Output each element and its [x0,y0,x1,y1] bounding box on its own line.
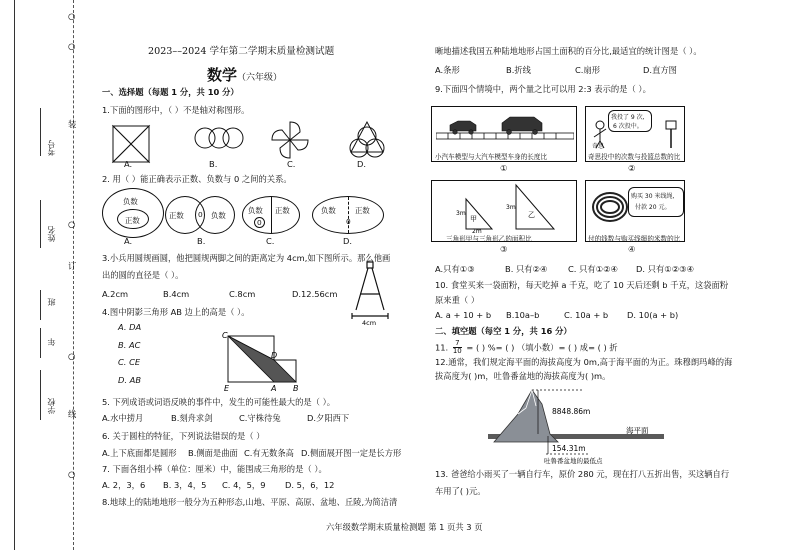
q10-option-c: C. 10a + b [564,310,609,320]
q6-option-d: D.侧面展开图一定是长方形 [301,448,402,458]
q4-geometry-figure [220,330,302,392]
question-12-line1: 12.通常，我们规定海平面的海拔高度为 0m,高于海平面的为正。珠穆朗玛峰的海 [435,357,733,367]
exam-title: 2023––2024 学年第二学期末质量检测试题 [148,46,335,57]
question-5: 5. 下列成语或词语反映的事件中，发生的可能性最大的是（ ）。 [102,397,336,407]
q2-figure-d [312,196,384,234]
subject-grade: （六年级） [237,73,283,83]
q7-option-c: C. 4，5，9 [222,480,266,490]
q10-option-a: A. a + 10 + b [435,310,492,320]
binding-fill-line [40,370,41,420]
q2-figure-b [165,196,237,234]
binding-fill-line [40,290,41,320]
q2-a-label-fushu: 负数 [123,197,138,206]
q2-figure-a [102,188,164,238]
q8-option-d: D.直方图 [643,65,677,75]
binding-char-xian: 线 [68,409,77,419]
q9-bubble-line2: 6 次投中。 [613,123,643,130]
q3-compass-figure [350,260,390,330]
q8-option-c: C.扇形 [575,65,601,75]
q1-figure-d-triangle-circles [350,122,384,157]
binding-fill-line [40,200,41,248]
q4-point-b: B [293,384,299,392]
q5-option-d: D.夕阳西下 [307,413,350,423]
q5-option-a: A.水中捞月 [102,413,144,423]
q1-option-a: A. [124,159,133,169]
q9-scenario-3 [431,180,577,242]
q12-elevation-figure [488,384,664,464]
q9-large-car [502,117,542,134]
question-8-line1: 8.地球上的陆地地形一般分为五种形态,山地、平原、高原、盆地、丘陵,为简洁清 [102,497,398,507]
q2-b-label-zhengshu: 正数 [169,211,184,220]
question-4: 4.图中阴影三角形 AB 边上的高是（ ）。 [102,307,250,317]
q2-b-label-zero: 0 [198,210,203,219]
q4-option-c: C. CE [118,357,141,367]
q3-option-b: B.4cm [163,289,190,299]
question-13-line2: 车用了( )元。 [435,486,486,496]
q2-c-label-zero: 0 [254,217,265,228]
q9-tri-yi: 乙 [528,211,535,219]
q9-small-car [450,121,476,134]
binding-line-inner [73,0,74,550]
q2-c-label-fushu: 负数 [248,206,263,215]
q4-point-c: C [222,331,228,340]
question-2: 2. 用（ ）能正确表示正数、负数与 0 之间的关系。 [102,174,292,184]
q6-option-b: B.侧面是曲面 [188,448,238,458]
q1-figures [105,118,395,170]
q3-option-c: C.8cm [229,289,256,299]
q1-figure-b-circles [195,128,243,148]
q9-caption-2: 奇思投中的次数与投篮总数的比 [588,153,681,161]
q8-option-a: A.条形 [435,65,460,75]
question-11 [435,340,618,356]
q1-option-d: D. [357,159,367,169]
q3-option-d: D.12.56cm [292,289,338,299]
binding-circle: ○ [68,469,76,479]
q9-option-b: B. 只有②④ [505,264,548,274]
q9-number-3: ③ [500,244,508,254]
q8-option-b: B.折线 [506,65,531,75]
binding-circle: ○ [68,351,76,361]
q2-option-b: B. [197,236,206,246]
q4-option-a: A. DA [118,322,142,332]
q6-option-c: C.有无数条高 [244,448,294,458]
q9-tri-jia: 甲 [470,215,477,223]
q9-caption-4: 付的钱数与购买线绳的米数的比 [588,235,681,243]
binding-char-ding: 订 [68,261,77,271]
page-footer: 六年级数学期末质量检测题 第 1 页共 3 页 [326,522,483,532]
q9-option-a: A.只有①③ [435,264,475,274]
q9-tri-height-yi: 3m [506,204,516,211]
q6-option-a: A.上下底面都是圆形 [102,448,177,458]
q9-scenario-1 [431,106,577,162]
question-7: 7. 下面各组小棒（单位：厘米）中，能围成三角形的是（ ）。 [102,464,327,474]
q2-figure-c [242,196,300,234]
q9-caption-1: 小汽车模型与大汽车模型车身的长度比 [435,153,548,161]
q7-option-d: D. 5，6，12 [285,480,335,490]
binding-label-nian: 年 [47,338,56,346]
q4-point-e: E [224,384,230,392]
q2-c-divider [271,197,272,233]
binding-circle: ○ [68,11,76,21]
q2-b-label-fushu: 负数 [211,211,226,220]
q12-turpan-label: 吐鲁番盆地的最低点 [544,457,603,464]
q5-option-b: B.刻舟求剑 [171,413,213,423]
question-8-line2: 晰地描述我国五种陆地地形占国土面积的百分比,最适宜的统计图是（ ）。 [435,46,702,56]
q9-cars-illustration [436,113,574,143]
question-6: 6. 关于圆柱的特征，下列说法错误的是（ ） [102,431,265,441]
q4-point-a: A [271,384,277,392]
question-1: 1.下面的图形中，（ ）不是轴对称图形。 [102,105,250,115]
q7-option-b: B. 3，4，5 [163,480,207,490]
binding-fill-line [40,328,41,358]
subject-heading [207,64,282,85]
q11-text: = ( ) %= ( ) （填小数）= ( ) 成= ( ) 折 [466,342,618,353]
q11-numerator: 7 [453,340,462,348]
q9-bubble-line1: 我投了 9 次, [611,114,645,121]
question-3-line2: 出的圆的直径是（ ）。 [102,270,184,280]
q9-rope-line2: 付款 20 元。 [635,204,671,211]
section-2-heading: 二、填空题（每空 1 分，共 16 分） [435,326,572,336]
binding-label-xingming: 姓名 [47,226,56,242]
q4-option-d: D. AB [118,375,142,385]
q12-everest-height: 8848.86m [552,407,591,416]
q2-option-d: D. [343,236,353,246]
q9-option-c: C. 只有①②④ [568,264,618,274]
binding-fill-line [40,108,41,156]
q7-option-a: A. 2，3，6 [102,480,146,490]
subject-name: 数学 [207,66,238,84]
q12-mountain [494,390,558,442]
q4-option-b: B. AC [118,340,141,350]
binding-line-outer [14,0,15,550]
question-3-line1: 3.小兵用圆规画圆，他把圆规两脚之间的距离定为 4cm,如下图所示。那么他画 [102,253,391,263]
q2-a-label-zhengshu: 正数 [125,216,140,225]
q3-compass-label: 4cm [362,319,377,327]
q11-number: 11. [435,342,449,353]
q9-option-d: D. 只有①②③④ [636,264,695,274]
q2-d-label-zhengshu: 正数 [355,206,370,215]
q11-fraction [453,340,462,356]
q9-player-figure [592,119,682,149]
question-10-line2: 原来重（ ） [435,295,480,305]
q2-a-inner-circle [117,209,149,229]
q9-caption-3: 三角形甲与三角形乙的面积比 [446,235,532,243]
q12-sea-level-label: 海平面 [626,426,649,435]
binding-circle: ○ [68,219,76,229]
binding-label-ban: 班 [47,298,56,306]
q1-option-c: C. [287,159,296,169]
q9-tri-height-jia: 3m [456,210,466,217]
q1-figure-a-bowties [113,126,149,162]
q1-option-b: B. [209,159,218,169]
q9-triangles-illustration [436,183,574,233]
question-13-line1: 13. 爸爸给小雨买了一辆自行车，原价 280 元，现在打八五折出售，买这辆自行 [435,469,730,479]
q2-option-a: A. [124,236,133,246]
q10-option-b: B.10a–b [506,310,540,320]
q10-option-d: D. 10(a + b) [627,310,679,320]
binding-label-xuexiao: 学校 [47,398,56,414]
binding-label-kaohao: 考号 [47,140,56,156]
q9-tri-base-jia: 2m [472,228,482,233]
section-1-heading: 一、选择题（每题 1 分，共 10 分） [102,87,239,97]
q9-scenario-4 [585,180,685,242]
q9-number-4: ④ [628,244,636,254]
q9-rope-note [628,187,684,217]
q3-option-a: A.2cm [102,289,129,299]
q2-d-label-fushu: 负数 [321,206,336,215]
question-12-line2: 拔高度为( )m，吐鲁番盆地的海拔高度为( )m。 [435,371,611,381]
q2-d-label-zero: 0 [346,217,351,226]
q9-person-name: 奇思 [592,143,605,150]
q9-scenario-2 [585,106,685,162]
q9-number-2: ② [628,163,636,173]
q2-option-c: C. [266,236,275,246]
q4-point-d: D [271,351,278,360]
q2-d-divider [348,197,349,233]
q5-option-c: C.守株待兔 [239,413,281,423]
q9-number-1: ① [500,163,508,173]
q2-c-label-zhengshu: 正数 [275,206,290,215]
q12-turpan-depth: 154.31m [552,444,586,453]
question-9: 9.下面四个情境中，两个量之比可以用 2:3 表示的是（ ）。 [435,84,651,94]
q9-rope-illustration [590,187,630,227]
q11-denominator: 10 [452,347,462,356]
question-10-line1: 10. 食堂买来一袋面粉，每天吃掉 a 千克，吃了 10 天后还剩 b 千克，这袋面粉 [435,280,729,290]
q9-rope-line1: 购买 30 米线绳, [631,193,675,200]
binding-char-zhuang: 装 [68,119,77,129]
binding-circle: ○ [68,41,76,51]
q1-figure-c-pinwheel [272,122,308,158]
